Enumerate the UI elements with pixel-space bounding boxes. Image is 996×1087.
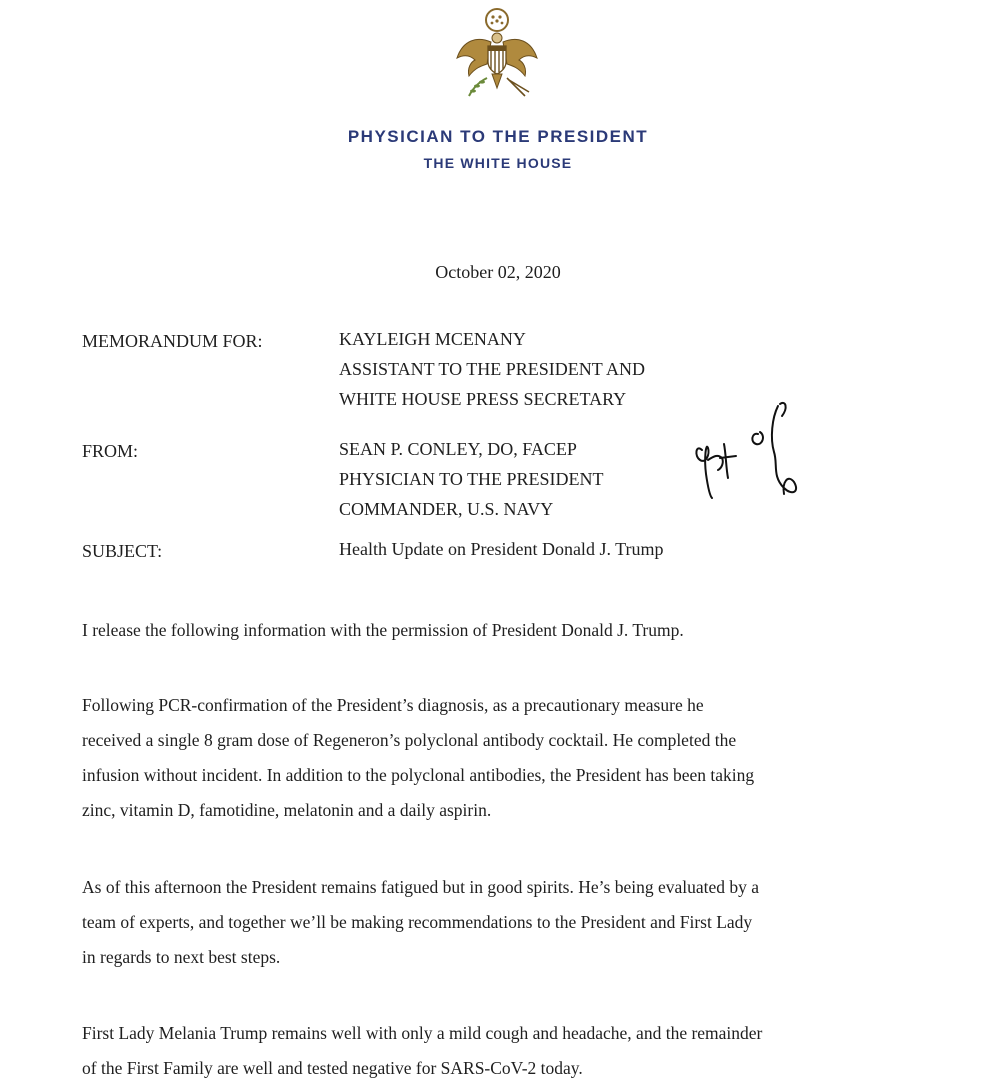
sender-line: COMMANDER, U.S. NAVY (339, 499, 554, 519)
handwritten-signature (688, 398, 818, 508)
memo-subject-label: SUBJECT: (82, 541, 163, 561)
subject-line: Health Update on President Donald J. Trump (339, 539, 664, 559)
paragraph-line: infusion without incident. In addition to the polyclonal antibodies, the President has been taking (82, 765, 755, 785)
letterhead-title: PHYSICIAN TO THE PRESIDENT (347, 127, 649, 146)
letterhead-subtitle: THE WHITE HOUSE (423, 155, 573, 171)
body-paragraph-3 (82, 870, 942, 975)
paragraph-line: As of this afternoon the President remains fatigued but in good spirits. He’s being evaluated by a (82, 877, 760, 897)
sender-line: SEAN P. CONLEY, DO, FACEP (339, 439, 577, 459)
memo-subject-value (339, 534, 663, 564)
paragraph-line: received a single 8 gram dose of Regeneron’s polyclonal antibody cocktail. He completed the (82, 730, 737, 750)
body-paragraph-4 (82, 1016, 942, 1086)
memo-for-recipient (339, 324, 645, 414)
paragraph-line: team of experts, and together we’ll be making recommendations to the President and First Lady (82, 912, 753, 932)
paragraph-line: Following PCR-confirmation of the President’s diagnosis, as a precautionary measure he (82, 695, 704, 715)
memo-date: October 02, 2020 (435, 262, 561, 282)
sender-line: PHYSICIAN TO THE PRESIDENT (339, 469, 604, 489)
paragraph-line: First Lady Melania Trump remains well with only a mild cough and headache, and the remainder (82, 1023, 763, 1043)
body-paragraph-2 (82, 688, 942, 828)
recipient-line: WHITE HOUSE PRESS SECRETARY (339, 389, 627, 409)
memo-from-sender (339, 434, 604, 524)
memo-for-label: MEMORANDUM FOR: (82, 331, 263, 351)
paragraph-line: in regards to next best steps. (82, 947, 281, 967)
body-paragraph-1 (82, 613, 942, 648)
paragraph-line: zinc, vitamin D, famotidine, melatonin and a daily aspirin. (82, 800, 492, 820)
eagle-seal-icon (447, 6, 547, 106)
recipient-line: KAYLEIGH MCENANY (339, 329, 526, 349)
paragraph-line: I release the following information with the permission of President Donald J. Trump. (82, 620, 684, 640)
memo-from-label: FROM: (82, 441, 139, 461)
recipient-line: ASSISTANT TO THE PRESIDENT AND (339, 359, 645, 379)
paragraph-line: of the First Family are well and tested negative for SARS-CoV-2 today. (82, 1058, 583, 1078)
